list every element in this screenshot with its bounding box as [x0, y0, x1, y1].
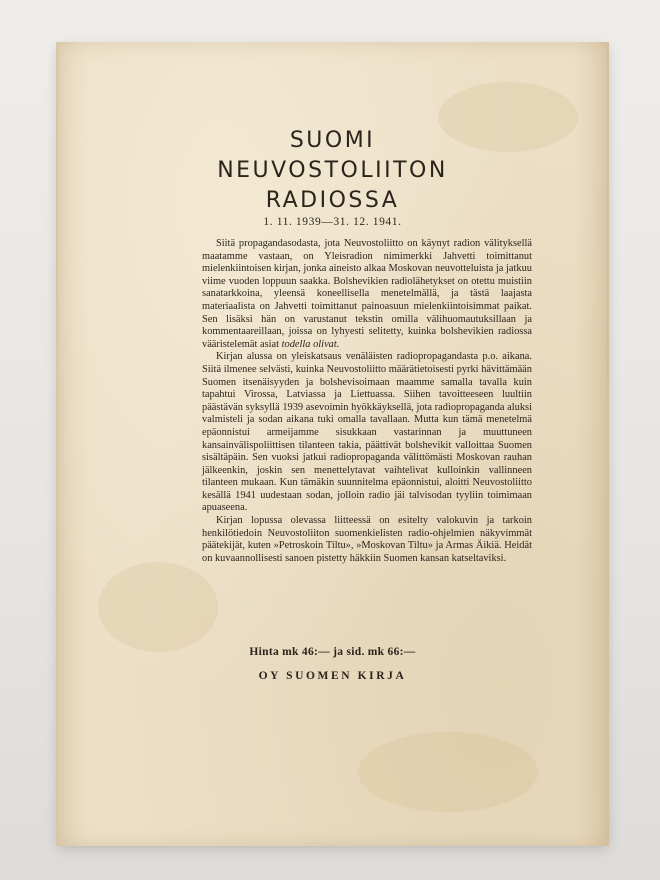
price-line: Hinta mk 46:— ja sid. mk 66:— [249, 646, 416, 658]
paper-stain [358, 732, 538, 812]
blurb-paragraph [202, 238, 532, 351]
title-line: RADIOSSA [265, 188, 400, 213]
blurb-paragraph: Kirjan lopussa olevassa liitteessä on esitelty valokuvin ja tarkoin henkilötiedoin Neuvostoliiton suomenkielisten radio-ohjelmien näkyvimmät päätekijät, kuten »Petroskoin Tiltu», »Moskovan Tiltu» ja Armas Äikiä. Heidät on kuvaannollisesti sanoen pistetty häkkiin Suomen kansan katseltaviksi. [202, 515, 532, 564]
title-line: NEUVOSTOLIITON [217, 158, 448, 183]
book-title [58, 126, 607, 216]
title-line: SUOMI [289, 128, 376, 153]
paper-stain [98, 562, 218, 652]
blurb-text [202, 238, 532, 565]
date-range: 1. 11. 1939—31. 12. 1941. [263, 216, 402, 228]
blurb-paragraph: Kirjan alussa on yleiskatsaus venäläisten radiopropagandasta p.o. aikana. Siitä ilmenee selvästi, kuinka Neuvostoliitto määrätietoisesti pyrki hävittämään Suomen itsenäisyyden ja bolshevisoimaan maamme samalla tavalla kuin tapahtui Virossa, Latviassa ja Liettuassa. Siihen tavoitteeseen luultiin päästävän syksyllä 1939 asevoimin hyökkäyksellä, jota radiopropaganda aluksi valmisteli ja sodan aikana tuki omalla tavallaan. Mutta kun tämä menetelmä epäonnistui armeijamme sisukkaan vastarinnan ja muuttuneen kansainvälispoliittisen tilanteen takia, päättivät bolshevikit valloittaa Suomen sisältäpäin. Sen vuoksi jatkui radiopropaganda välittömästi Moskovan rauhan jälkeenkin, joskin sen menettelytavat vaihtelivat kulloinkin vallinneen tilanteen mukaan. Kun tämäkin suunnitelma epäonnistui, aloitti Neuvostoliitto kesällä 1941 uudestaan sodan, jolloin radio jäi talvisodan tyyliin toimimaan apuaseena. [202, 351, 532, 514]
publisher-name: OY SUOMEN KIRJA [258, 670, 407, 682]
emphasized-text: todella olivat. [281, 338, 340, 350]
book-back-cover [56, 42, 609, 846]
paragraph-text: Siitä propagandasodasta, jota Neuvostoliitto on käynyt radion välityksellä maatamme vastaan, on Yleisradion nimimerkki Jahvetti toimittanut mielenkiintoisen kirjan, jonka aineisto alkaa Moskovan neuvotteluista ja jatkuu viime vuoden loppuun saakka. Bolshevikien radiolähetykset on otettu muistiin sanatarkkoina, yleensä koneellisella menetelmällä, ja tästä laajasta materiaalista on Jahvetti toimittanut painoasuun mielenkiintoisimmat paikat. Sen lisäksi hän on varustanut tekstin omilla välihuomautuksillaan ja kommentaareillaan, joissa on lyhyesti selitetty, kuinka bolshevikien radiossa vääristelemät asiat [202, 238, 532, 350]
